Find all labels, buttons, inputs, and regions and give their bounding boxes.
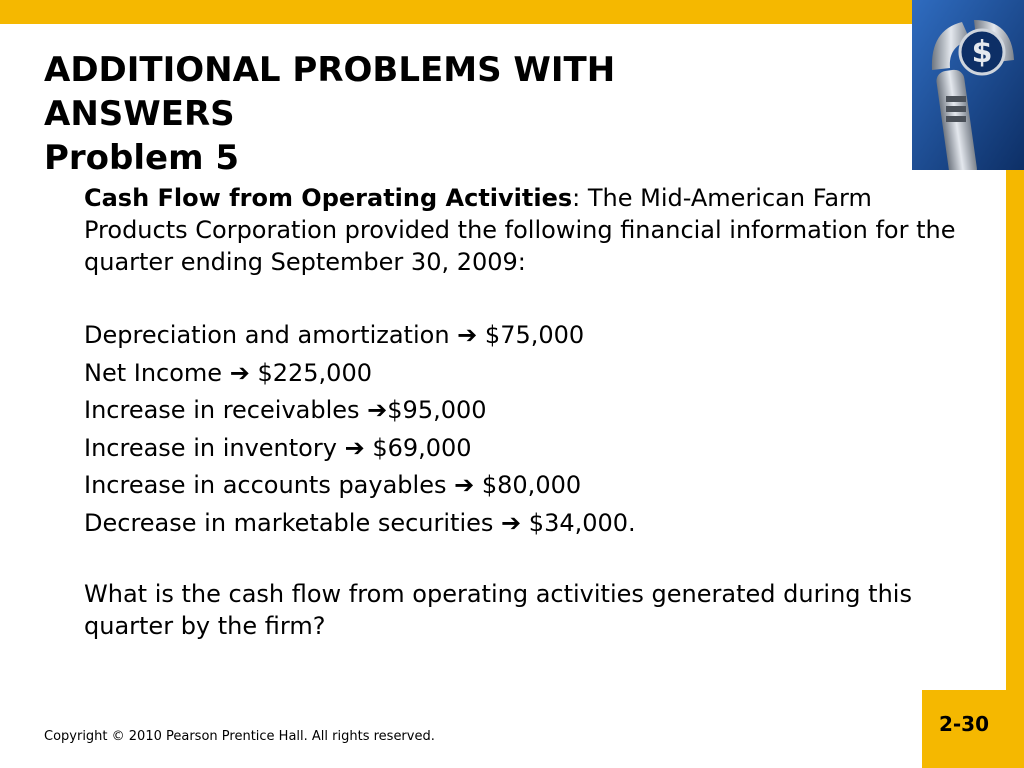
item-label: Increase in inventory xyxy=(84,433,337,462)
intro-text: : The Mid-American Farm Products Corporation provided the following financial information for the quarter ending September 30, 2009: xyxy=(84,184,956,276)
intro-bold-heading: Cash Flow from Operating Activities xyxy=(84,184,573,212)
top-accent-bar xyxy=(0,0,1024,24)
arrow-icon: ➔ xyxy=(457,321,478,349)
list-item xyxy=(84,358,964,388)
list-item xyxy=(84,320,964,350)
svg-text:$: $ xyxy=(971,35,993,70)
item-value: $95,000 xyxy=(387,396,487,425)
item-label: Depreciation and amortization xyxy=(84,321,450,349)
title-line-3: Problem 5 xyxy=(44,138,240,178)
arrow-icon: ➔ xyxy=(501,508,522,537)
slide-title xyxy=(44,48,904,180)
wrench-icon xyxy=(912,0,1024,170)
item-value: $80,000 xyxy=(481,471,582,500)
question-paragraph: What is the cash flow from operating activities generated during this quarter by the firm? xyxy=(84,579,912,640)
title-line-1: ADDITIONAL PROBLEMS WITH xyxy=(44,50,616,90)
list-item xyxy=(84,508,964,538)
list-item xyxy=(84,395,964,425)
arrow-icon: ➔ xyxy=(229,358,250,387)
copyright-notice: Copyright © 2010 Pearson Prentice Hall. All rights reserved. xyxy=(44,729,435,744)
slide-body xyxy=(84,182,964,666)
intro-paragraph xyxy=(84,182,964,278)
arrow-icon: ➔ xyxy=(454,471,475,500)
item-value: $75,000 xyxy=(484,321,585,349)
item-label: Increase in receivables xyxy=(84,396,360,425)
financial-items-list xyxy=(84,320,964,538)
item-label: Net Income xyxy=(84,358,223,387)
arrow-icon: ➔ xyxy=(367,396,388,425)
list-item xyxy=(84,470,964,500)
item-value: $225,000 xyxy=(257,358,372,387)
arrow-icon: ➔ xyxy=(344,433,365,462)
page-number-box xyxy=(922,690,1006,768)
item-label: Decrease in marketable securities xyxy=(84,508,494,537)
item-label: Increase in accounts payables xyxy=(84,471,447,500)
page-number: 2-30 xyxy=(938,712,990,736)
item-value: $34,000. xyxy=(528,508,636,537)
item-value: $69,000 xyxy=(372,433,472,462)
list-item xyxy=(84,433,964,463)
title-line-2: ANSWERS xyxy=(44,94,235,134)
